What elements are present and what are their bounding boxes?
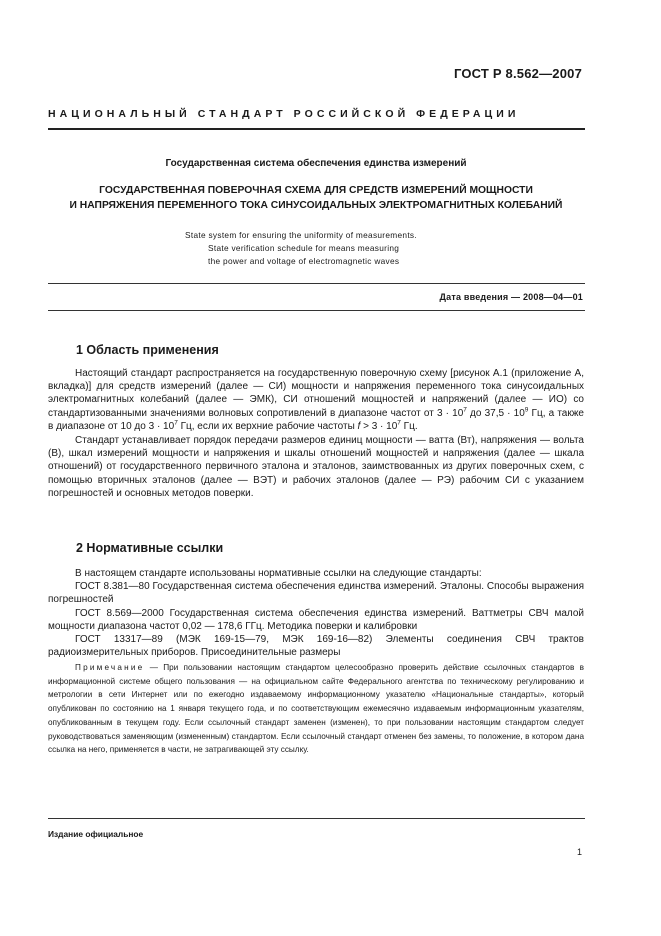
section2-body [48, 567, 584, 659]
date-divider [48, 310, 585, 311]
document-title-line1: ГОСУДАРСТВЕННАЯ ПОВЕРОЧНАЯ СХЕМА ДЛЯ СРЕДСТВ ИЗМЕРЕНИЙ МОЩНОСТИ [99, 185, 533, 196]
english-title-line3: the power and voltage of electromagnetic waves [208, 256, 400, 266]
document-title-line2: И НАПРЯЖЕНИЯ ПЕРЕМЕННОГО ТОКА СИНУСОИДАЛЬНЫХ ЭЛЕКТРОМАГНИТНЫХ КОЛЕБАНИЙ [69, 200, 563, 211]
document-title [48, 183, 584, 213]
section1-body [48, 367, 584, 500]
effective-date: Дата введения — 2008—04—01 [439, 292, 583, 302]
section1-paragraph1: Настоящий стандарт распространяется на государственную поверочную схему [рисунок А.1 (приложение А, вкладка)] для средств измерений (далее — СИ) мощности и напряжения переменного тока синусоидальных электромагнитных колебаний (далее — ЭМК), СИ отношений мощностей и напряжений (далее — ИО) со стандартизованными значениями волновых сопротивлений в диапазоне частот от $3 \cdot 10^7$ до $37,5 \cdot 10^9$ Гц, а также в диапазоне от 10 до $3 \cdot 10^7$ Гц, если их верхние рабочие частоты $f > 3 \cdot 10^7$ Гц. [48, 368, 584, 432]
english-title-line1: State system for ensuring the uniformity of measurements. [185, 230, 417, 240]
note [48, 661, 584, 757]
header-rule [48, 128, 585, 130]
page-number: 1 [576, 847, 582, 857]
official-edition: Издание официальное [48, 829, 144, 839]
english-title-line2: State verification schedule for means measuring [208, 243, 400, 253]
section1-heading: 1 Область применения [76, 343, 219, 357]
note-text: — При пользовании настоящим стандартом целесообразно проверить действие ссылочных стандартов в информационной системе общего пользования — на официальном сайте Федерального агентства по техническому регулированию и метрологии в сети Интернет или по ежегодно издаваемому информационному указателю «Национальные стандарты», который опубликован по состоянию на 1 января текущего года, и по соответствующим ежемесячно издаваемым информационным указателям, опубликованным в текущем году. Если ссылочный стандарт заменен (изменен), то при пользовании настоящим стандартом следует руководствоваться заменяющим (измененным) стандартом. Если ссылочный стандарт отменен без замены, то положение, в котором дана ссылка на него, применяется в части, не затрагивающей эту ссылку. [48, 663, 584, 755]
reference-gost-8-569: ГОСТ 8.569—2000 Государственная система обеспечения единства измерений. Ваттметры СВЧ малой мощности диапазона частот 0,02 — 178,6 ГГц. Методика поверки и калибровки [48, 607, 584, 632]
section2-heading: 2 Нормативные ссылки [76, 541, 224, 555]
national-standard-banner: НАЦИОНАЛЬНЫЙ СТАНДАРТ РОССИЙСКОЙ ФЕДЕРАЦИИ [48, 108, 520, 120]
reference-gost-13317: ГОСТ 13317—89 (МЭК 169-15—79, МЭК 169-16—82) Элементы соединения СВЧ трактов радиоизмерительных приборов. Присоединительные размеры [48, 634, 584, 659]
system-title: Государственная система обеспечения единства измерений [165, 158, 467, 169]
footer-rule [48, 818, 585, 819]
section1-paragraph2: Стандарт устанавливает порядок передачи размеров единиц мощности — ватта (Вт), напряжения — вольта (В), шкал измерений мощности и напряжения и шкалы отношений мощностей и напряжения (далее — шкала отношений) от государственного первичного эталона и эталонов, заимствованных из других поверочных схем, с помощью вторичных эталонов (далее — ВЭТ) и рабочих эталонов (далее — РЭ) рабочим СИ с указанием погрешностей и основных методов поверки. [48, 435, 584, 499]
note-label: Примечание [75, 663, 145, 672]
standard-code: ГОСТ Р 8.562—2007 [453, 66, 582, 81]
section2-intro: В настоящем стандарте использованы нормативные ссылки на следующие стандарты: [75, 568, 482, 579]
reference-gost-8-381: ГОСТ 8.381—80 Государственная система обеспечения единства измерений. Эталоны. Способы выражения погрешностей [48, 581, 584, 606]
title-divider [48, 283, 585, 284]
